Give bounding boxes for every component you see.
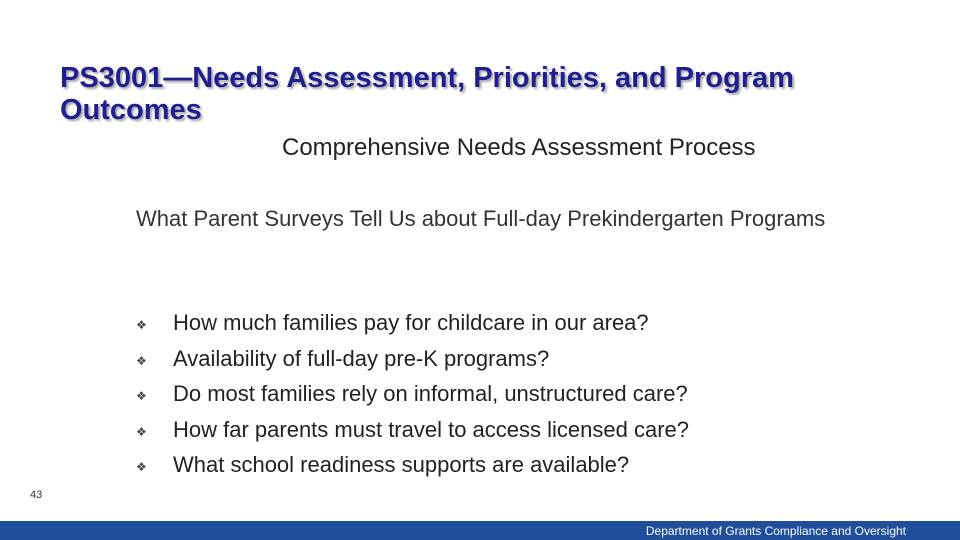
bullet-text: Do most families rely on informal, unstructured care? <box>173 381 688 406</box>
slide-subtitle: Comprehensive Needs Assessment Process <box>282 134 756 161</box>
bullet-item <box>136 341 689 377</box>
diamond-bullet-icon: ❖ <box>136 389 147 403</box>
bullet-item <box>136 305 689 341</box>
lead-text: What Parent Surveys Tell Us about Full-day Prekindergarten Programs <box>136 206 826 231</box>
diamond-bullet-icon: ❖ <box>136 424 147 439</box>
bullet-text: What school readiness supports are available? <box>173 452 630 477</box>
bullet-text: Availability of full-day pre-K programs? <box>173 345 550 371</box>
bullet-text: How much families pay for childcare in our area? <box>173 310 649 335</box>
diamond-bullet-icon: ❖ <box>136 353 147 368</box>
slide-title: PS3001—Needs Assessment, Priorities, and Program Outcomes <box>60 62 794 126</box>
bullet-text: How far parents must travel to access licensed care? <box>173 416 690 442</box>
footer-text: Department of Grants Compliance and Oversight <box>645 524 906 538</box>
bullet-list <box>136 305 689 483</box>
page-number: 43 <box>30 489 43 501</box>
bullet-item <box>136 412 689 448</box>
bullet-item <box>136 447 689 483</box>
diamond-bullet-icon: ❖ <box>136 318 147 332</box>
diamond-bullet-icon: ❖ <box>136 460 147 474</box>
bullet-item <box>136 376 689 412</box>
footer-bar <box>0 521 960 540</box>
